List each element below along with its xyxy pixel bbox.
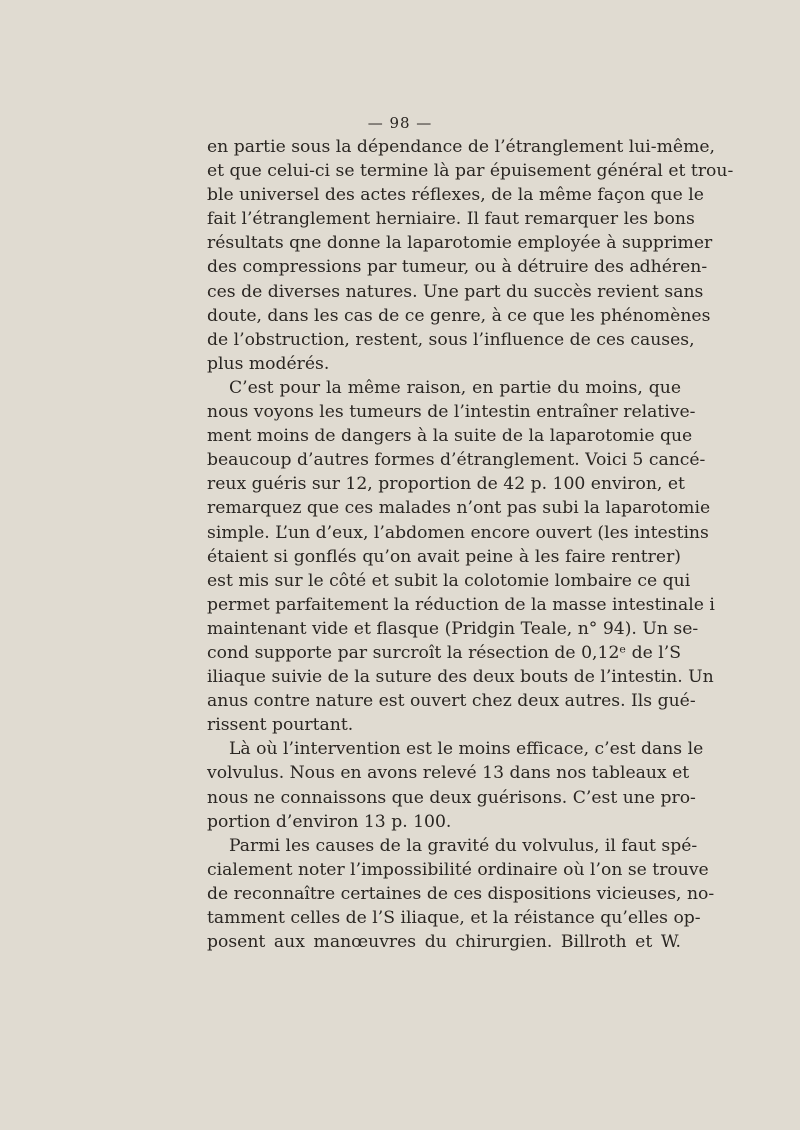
page-number: — 98 —	[367, 114, 433, 132]
text-line: nous ne connaissons que deux guérisons. C’est une pro-	[207, 787, 696, 808]
text-line: est mis sur le côté et subit la colotomie lombaire ce qui	[207, 570, 691, 591]
text-line: résultats qne donne la laparotomie employée à supprimer	[207, 233, 713, 254]
text-line: des compressions par tumeur, ou à détruire des adhéren-	[207, 257, 708, 278]
text-line: Là où l’intervention est le moins efficace, c’est dans le	[229, 739, 704, 760]
text-line: cialement noter l’impossibilité ordinaire où l’on se trouve	[207, 859, 709, 880]
text-line: et que celui-ci se termine là par épuisement général et trou-	[207, 161, 734, 182]
text-line: étaient si gonflés qu’on avait peine à les faire rentrer)	[207, 546, 681, 567]
text-line: ces de diverses natures. Une part du succès revient sans	[207, 281, 704, 302]
text-line: volvulus. Nous en avons relevé 13 dans nos tableaux et	[207, 763, 690, 784]
text-line: cond supporte par surcroît la résection de 0,12ᵉ de l’S	[207, 642, 681, 663]
text-line: Parmi les causes de la gravité du volvulus, il faut spé-	[229, 835, 698, 856]
text-line: reux guéris sur 12, proportion de 42 p. 100 environ, et	[207, 474, 685, 495]
text-line: beaucoup d’autres formes d’étranglement. Voici 5 cancé-	[207, 450, 706, 471]
body-text	[207, 135, 734, 954]
text-line: tamment celles de l’S iliaque, et la réistance qu’elles op-	[207, 908, 701, 928]
text-line: anus contre nature est ouvert chez deux autres. Ils gué-	[207, 691, 696, 712]
text-line: posent aux manœuvres du chirurgien. Billroth et W.	[207, 932, 681, 953]
text-line: doute, dans les cas de ce genre, à ce que les phénomènes	[207, 305, 711, 326]
text-line: portion d’environ 13 p. 100.	[207, 811, 452, 832]
text-line: permet parfaitement la réduction de la masse intestinale i	[207, 594, 715, 615]
text-line: rissent pourtant.	[207, 715, 354, 736]
text-line: C’est pour la même raison, en partie du moins, que	[229, 377, 681, 398]
text-line: nous voyons les tumeurs de l’intestin entraîner relative-	[207, 402, 696, 423]
text-line: de l’obstruction, restent, sous l’influence de ces causes,	[207, 329, 695, 350]
text-line: maintenant vide et flasque (Pridgin Teale, n° 94). Un se-	[207, 618, 699, 639]
text-line: ment moins de dangers à la suite de la laparotomie que	[207, 426, 693, 447]
text-line: de reconnaître certaines de ces dispositions vicieuses, no-	[207, 883, 715, 904]
text-line: plus modérés.	[207, 353, 330, 374]
text-line: simple. L’un d’eux, l’abdomen encore ouvert (les intestins	[207, 522, 709, 543]
text-line: fait l’étranglement herniaire. Il faut remarquer les bons	[207, 209, 695, 230]
text-line: iliaque suivie de la suture des deux bouts de l’intestin. Un	[207, 667, 714, 688]
text-line: remarquez que ces malades n’ont pas subi la laparotomie	[207, 498, 711, 519]
text-line: ble universel des actes réflexes, de la même façon que le	[207, 185, 704, 206]
text-line: en partie sous la dépendance de l’étranglement lui-même,	[207, 137, 715, 157]
